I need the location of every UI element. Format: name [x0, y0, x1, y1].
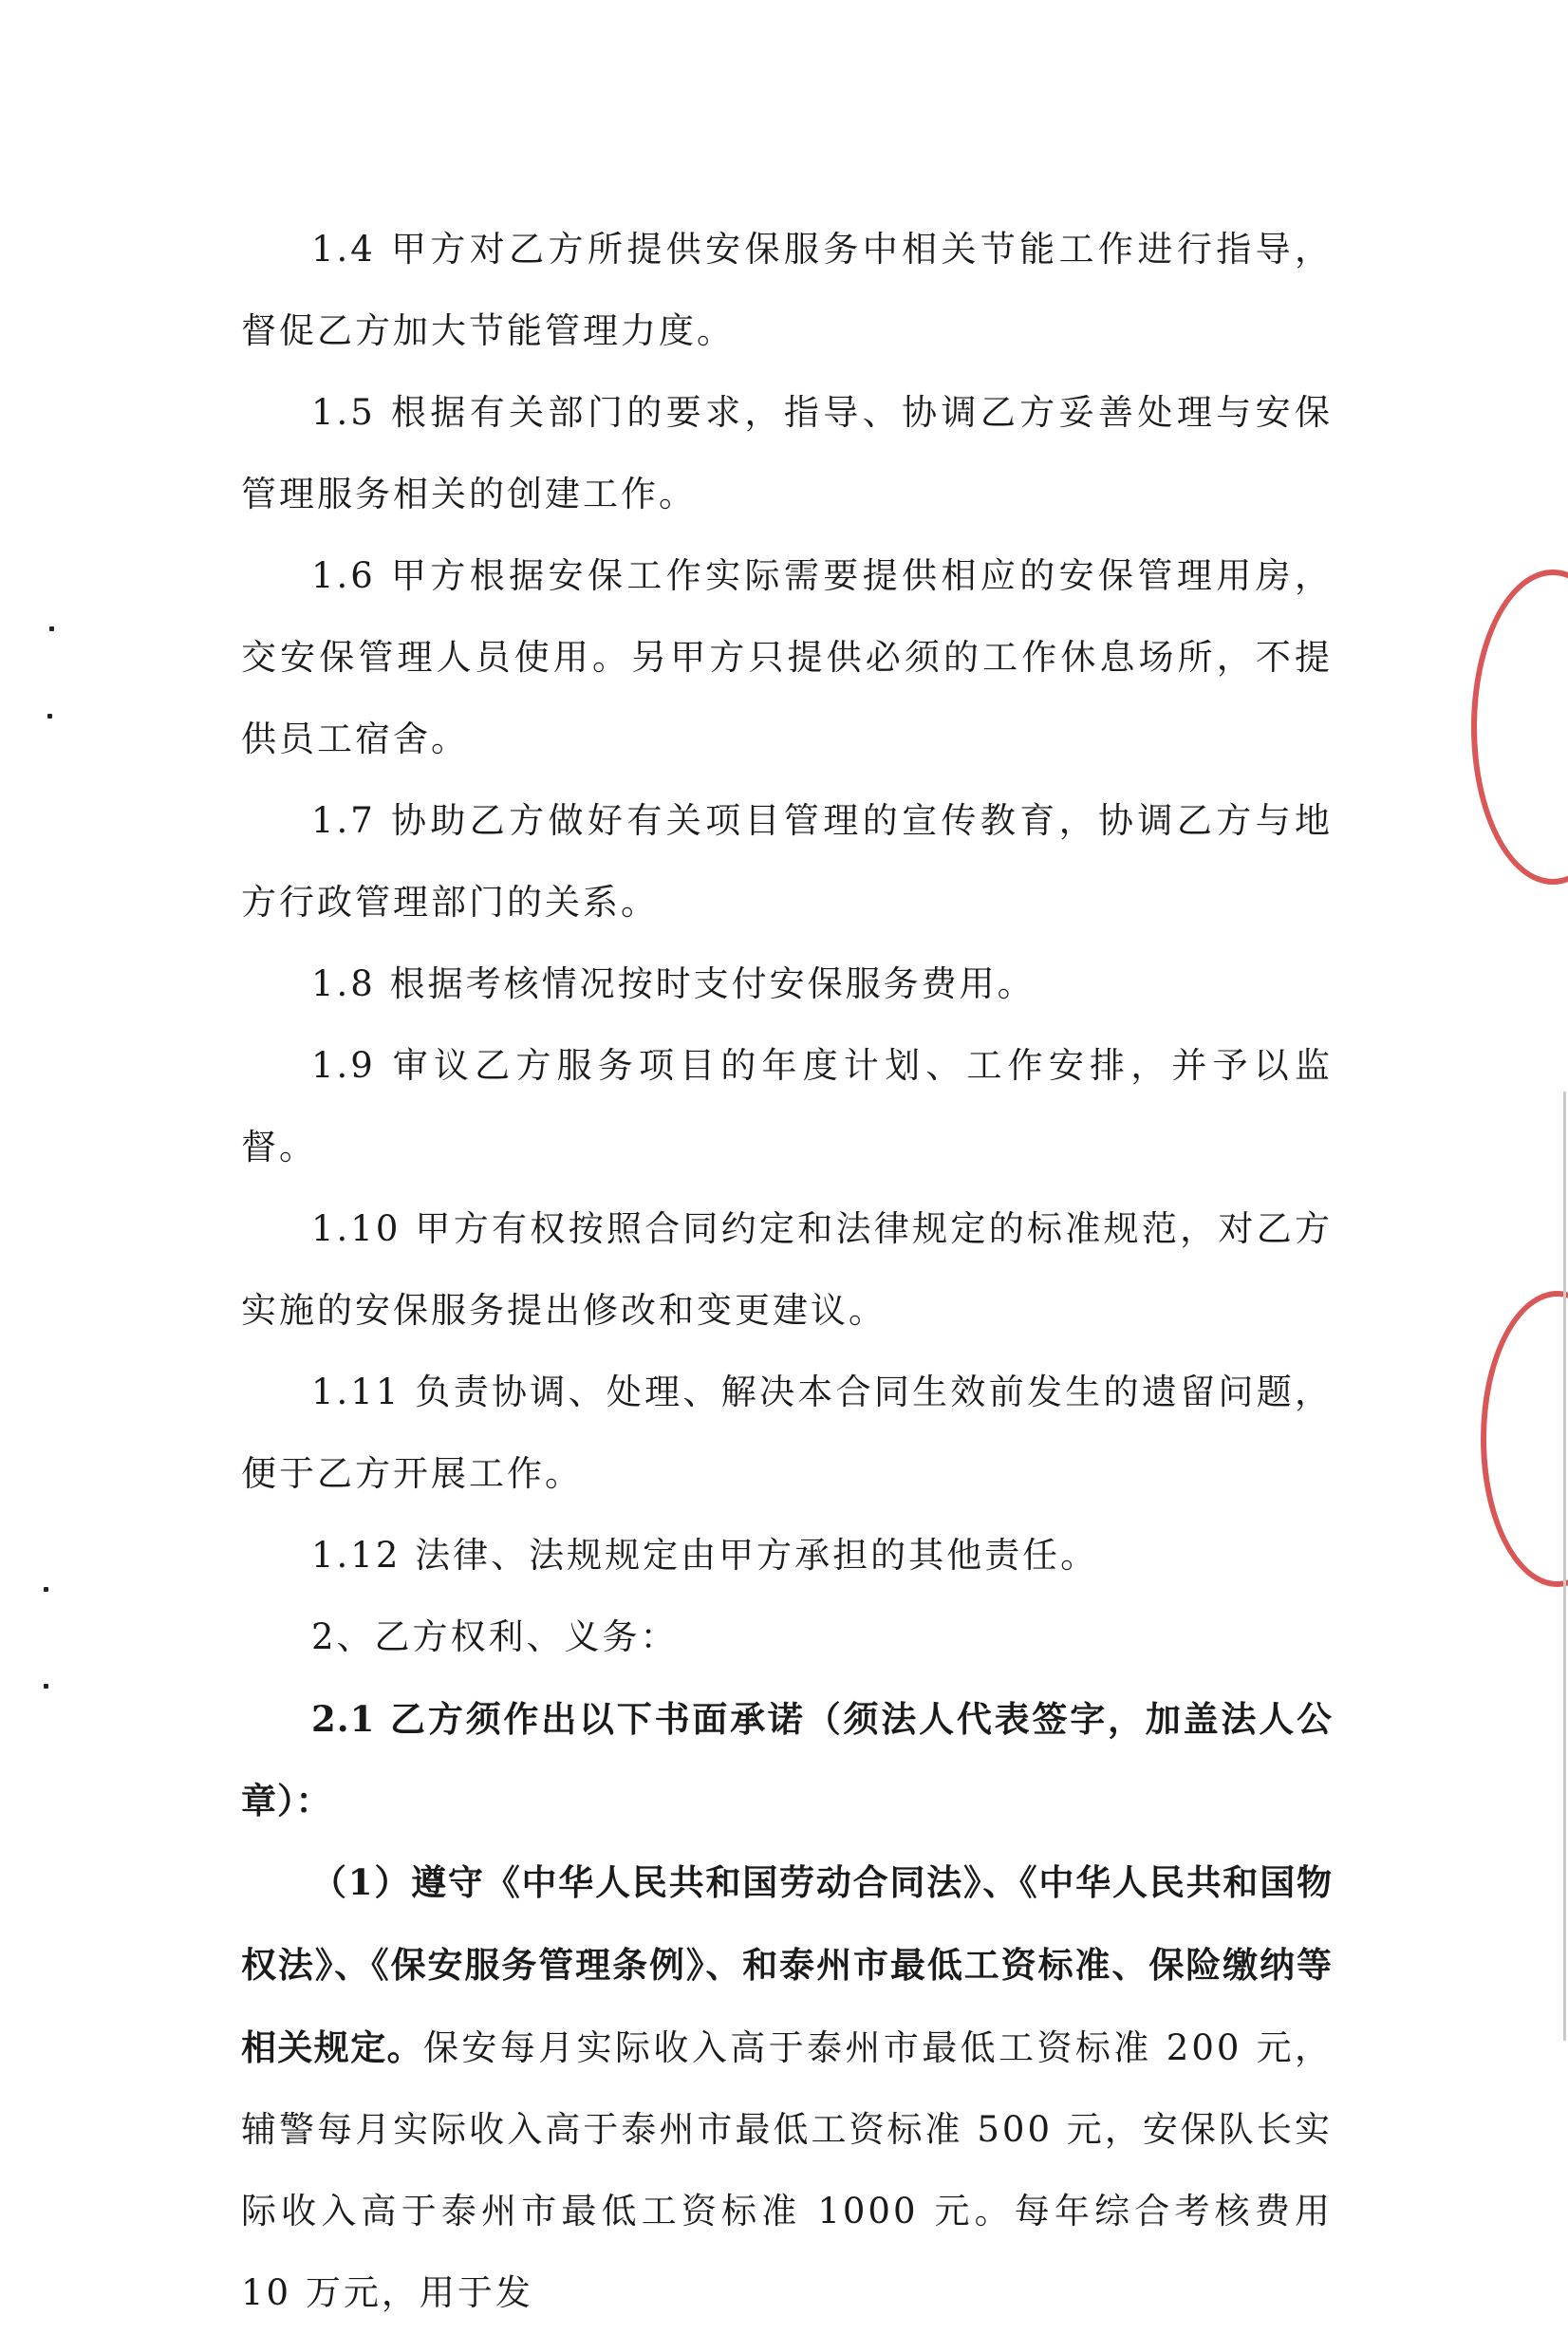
paragraph-2-1: 2.1 乙方须作出以下书面承诺（须法人代表签字，加盖法人公章）： — [241, 1698, 1333, 1821]
section-2-heading: 2、乙方权利、义务： — [311, 1616, 679, 1657]
paragraph-1-8: 1.8 根据考核情况按时支付安保服务费用。 — [311, 963, 1036, 1004]
official-seal-partial — [1471, 569, 1568, 885]
paragraph-1-12: 1.12 法律、法规规定由甲方承担的其他责任。 — [311, 1535, 1099, 1576]
paragraph-1-10: 1.10 甲方有权按照合同约定和法律规定的标准规范，对乙方实施的安保服务提出修改和变更建议。 — [241, 1208, 1333, 1331]
contract-text — [241, 209, 1333, 2334]
paragraph-1-7: 1.7 协助乙方做好有关项目管理的宣传教育，协调乙方与地方行政管理部门的关系。 — [241, 800, 1333, 923]
scan-dot — [44, 1684, 48, 1689]
item-1-bold-text: （1）遵守《中华人民共和国劳动合同法》、《中华人民共和国物权法》、《保安服务管理条例》、和泰州市最低工资标准、保险缴纳等相关规定。 — [241, 1861, 1333, 2068]
item-1-normal-text: 保安每月实际收入高于泰州市最低工资标准 200 元，辅警每月实际收入高于泰州市最低工资标准 500 元，安保队长实际收入高于泰州市最低工资标准 1000 元。每年综合考核费用 10 万元，用于发 — [241, 2027, 1333, 2313]
paragraph-1-9: 1.9 审议乙方服务项目的年度计划、工作安排，并予以监督。 — [241, 1045, 1333, 1167]
scan-dot — [44, 1587, 48, 1592]
scan-dot — [47, 714, 52, 719]
paragraph-2-1-item-1 — [241, 1841, 1333, 2334]
paragraph-1-5: 1.5 根据有关部门的要求，指导、协调乙方妥善处理与安保管理服务相关的创建工作。 — [241, 392, 1333, 514]
paragraph-1-6: 1.6 甲方根据安保工作实际需要提供相应的安保管理用房，交安保管理人员使用。另甲方只提供必须的工作休息场所，不提供员工宿舍。 — [241, 555, 1333, 759]
paragraph-1-4: 1.4 甲方对乙方所提供安保服务中相关节能工作进行指导，督促乙方加大节能管理力度。 — [241, 229, 1333, 351]
scan-dot — [49, 626, 54, 631]
paragraph-1-11: 1.11 负责协调、处理、解决本合同生效前发生的遗留问题，便于乙方开展工作。 — [241, 1372, 1333, 1494]
official-seal-partial — [1481, 1291, 1568, 1587]
scan-edge-line — [1563, 1092, 1566, 2041]
